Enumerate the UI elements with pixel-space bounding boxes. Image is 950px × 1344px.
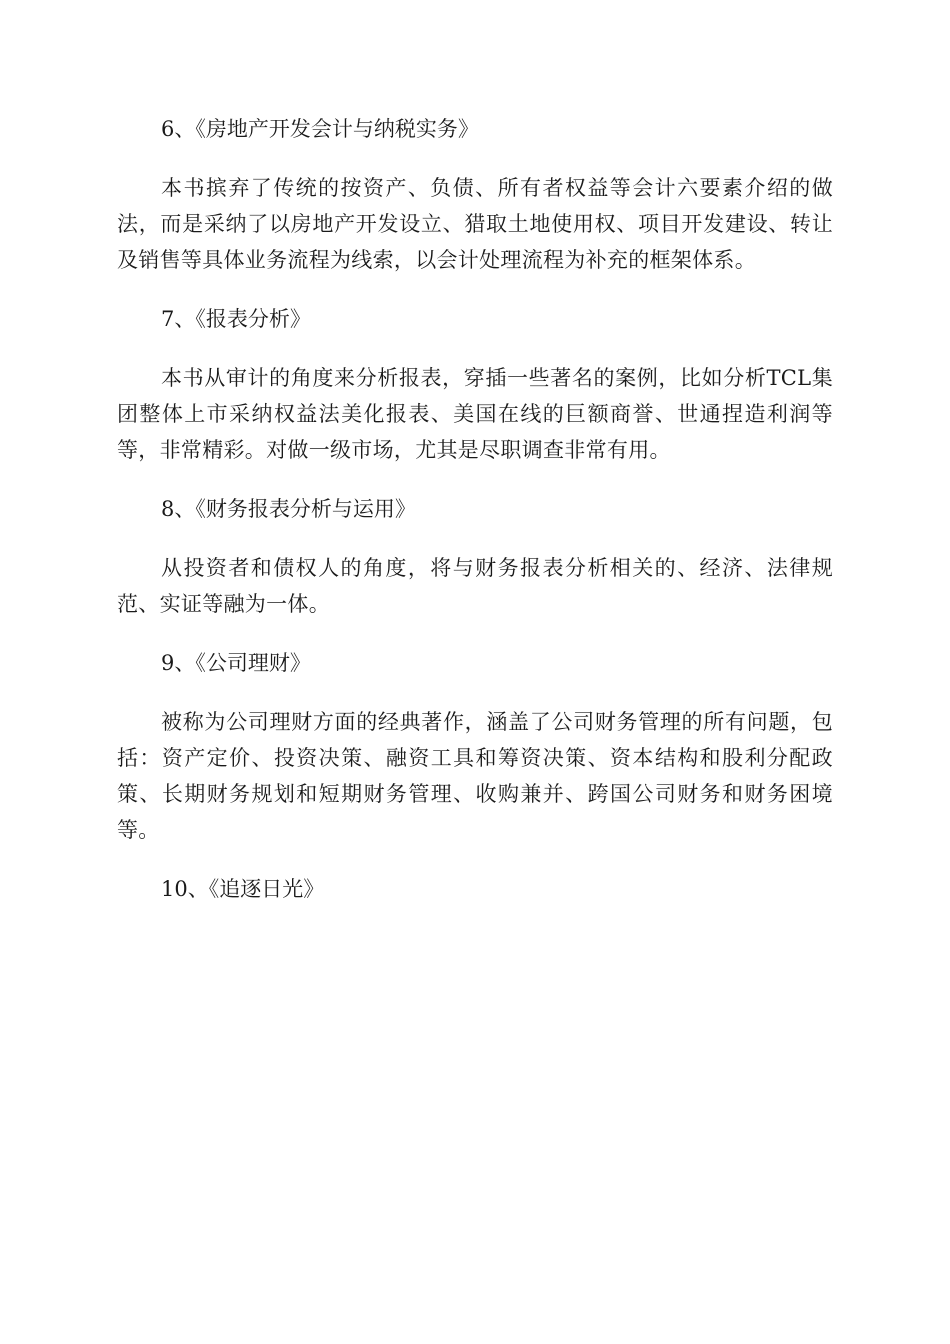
section-heading-10: 10、《追逐日光》 (161, 877, 325, 901)
document-content (117, 111, 833, 930)
section-body-7: 本书从审计的角度来分析报表，穿插一些著名的案例，比如分析TCL集团整体上市采纳权益法美化报表、美国在线的巨额商誉、世通捏造利润等等，非常精彩。对做一级市场，尤其是尽职调查非常有用。 (117, 366, 833, 462)
section-heading-6: 6、《房地产开发会计与纳税实务》 (161, 117, 479, 141)
section-body-8: 从投资者和债权人的角度，将与财务报表分析相关的、经济、法律规范、实证等融为一体。 (117, 556, 833, 616)
section-heading-9: 9、《公司理财》 (161, 651, 311, 675)
section-body-9: 被称为公司理财方面的经典著作，涵盖了公司财务管理的所有问题，包括：资产定价、投资决策、融资工具和筹资决策、资本结构和股利分配政策、长期财务规划和短期财务管理、收购兼并、跨国公司财务和财务困境等。 (117, 710, 833, 842)
section-body-6: 本书摈弃了传统的按资产、负债、所有者权益等会计六要素介绍的做法，而是采纳了以房地产开发设立、猎取土地使用权、项目开发建设、转让及销售等具体业务流程为线索，以会计处理流程为补充的框架体系。 (117, 176, 833, 272)
section-heading-8: 8、《财务报表分析与运用》 (161, 497, 416, 521)
section-heading-7: 7、《报表分析》 (161, 307, 311, 331)
